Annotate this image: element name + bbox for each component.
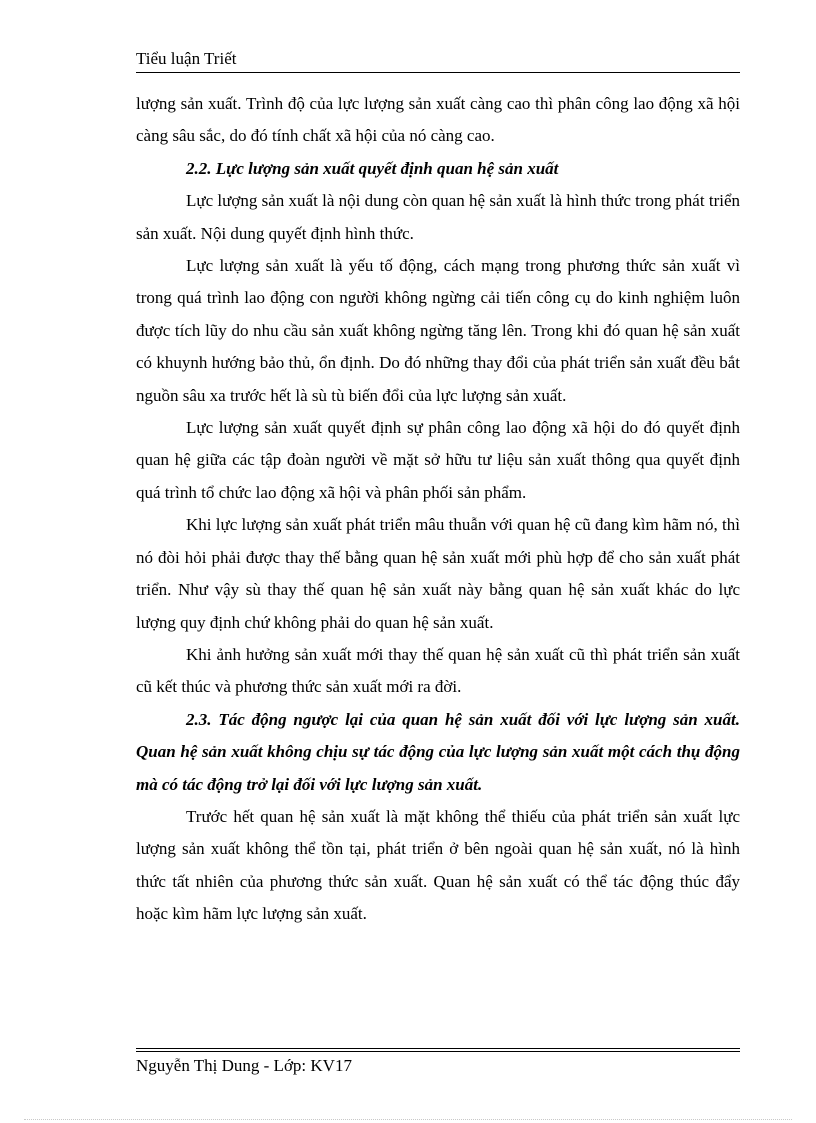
paragraph: Lực lượng sản xuất quyết định sự phân công lao động xã hội do đó quyết định quan hệ giữa các tập đoàn người về mặt sở hữu tư liệu sản xuất thông qua quyết định quá trình tổ chức lao động xã hội và phân phối sản phẩm. [136, 418, 740, 502]
paragraph: Khi ảnh hưởng sản xuất mới thay thế quan hệ sản xuất cũ thì phát triển sản xuất cũ kết thúc và phương thức sản xuất mới ra đời. [136, 644, 740, 697]
page-bottom-edge [24, 1119, 792, 1120]
section-heading-2-3: 2.3. Tác động ngược lại của quan hệ sản xuất đối với lực lượng sản xuất. Quan hệ sản xuất không chịu sự tác động của lực lượng sản xuất một cách thụ động mà có tác động trở lại đối với lực lượng sản xuất. [136, 709, 740, 794]
header-title: Tiểu luận Triết [136, 49, 237, 68]
paragraph: Lực lượng sản xuất là yếu tố động, cách mạng trong phương thức sản xuất vì trong quá trình lao động con người không ngừng cải tiến công cụ do kinh nghiệm luôn được tích lũy do nhu cầu sản xuất không ngừng tăng lên. Trong khi đó quan hệ sản xuất có khuynh hướng bảo thủ, ổn định. Do đó những thay đổi của phát triển sản xuất đều bắt nguồn sâu xa trước hết là sù tù biến đổi của lực lượng sản xuất. [136, 256, 740, 405]
footer-rule-top [136, 1048, 740, 1049]
paragraph-continuation: lượng sản xuất. Trình độ của lực lượng sản xuất càng cao thì phân công lao động xã hội càng sâu sắc, do đó tính chất xã hội của nó càng cao. [136, 94, 740, 146]
footer-author: Nguyễn Thị Dung - Lớp: KV17 [136, 1056, 352, 1075]
page-footer [136, 1055, 352, 1077]
paragraph: Khi lực lượng sản xuất phát triển mâu thuẫn với quan hệ cũ đang kìm hãm nó, thì nó đòi hỏi phải được thay thế bằng quan hệ sản xuất mới phù hợp để cho sản xuất phát triển. Như vậy sù thay thế quan hệ sản xuất này bằng quan hệ sản xuất khác do lực lượng quy định chứ không phải do quan hệ sản xuất. [136, 515, 740, 632]
section-heading-2-2: 2.2. Lực lượng sản xuất quyết định quan hệ sản xuất [186, 158, 559, 178]
paragraph: Trước hết quan hệ sản xuất là mặt không thể thiếu của phát triển sản xuất lực lượng sản xuất không thể tồn tại, phát triển ở bên ngoài quan hệ sản xuất, nó là hình thức tất nhiên của phương thức sản xuất. Quan hệ sản xuất có thể tác động thúc đẩy hoặc kìm hãm lực lượng sản xuất. [136, 806, 740, 924]
page-header [136, 48, 740, 73]
footer-rule-bottom [136, 1051, 740, 1052]
paragraph: Lực lượng sản xuất là nội dung còn quan hệ sản xuất là hình thức trong phát triển sản xuất. Nội dung quyết định hình thức. [136, 191, 740, 243]
document-body [136, 88, 740, 931]
